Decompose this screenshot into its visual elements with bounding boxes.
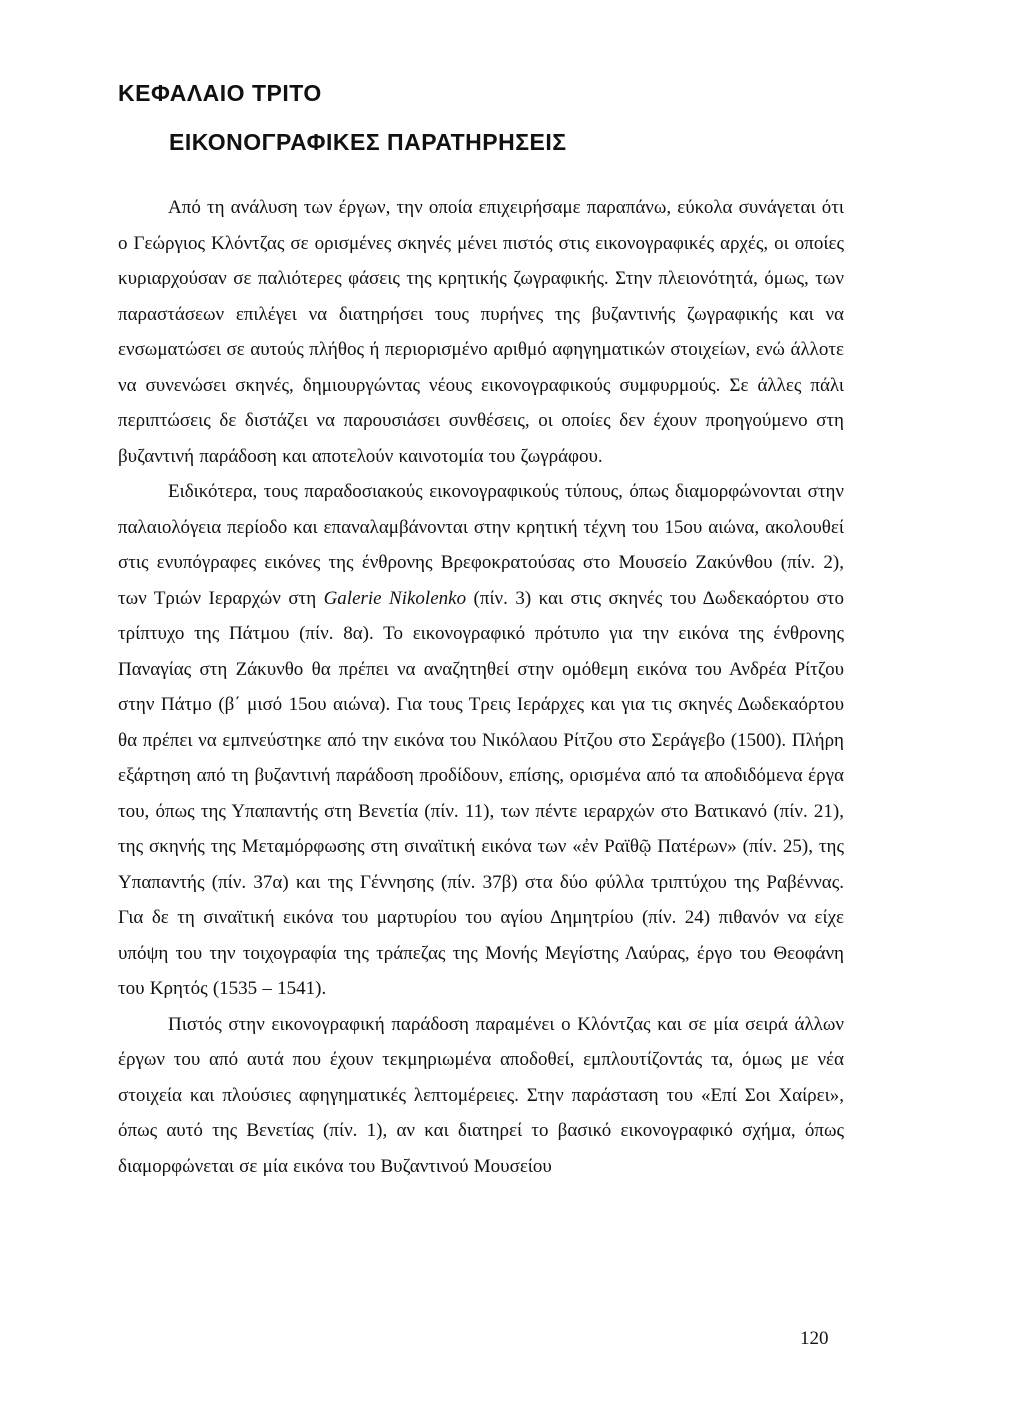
chapter-label: ΚΕΦΑΛΑΙΟ ΤΡΙΤΟ	[118, 80, 322, 106]
body-text	[118, 190, 844, 1184]
paragraph-2-part-2: (πίν. 3) και στις σκηνές του Δωδεκαόρτου στο τρίπτυχο της Πάτμου (πίν. 8α). Το εικονογραφικό πρότυπο για την εικόνα της ένθρονης Παναγίας στη Ζάκυνθο θα πρέπει να αναζητηθεί στην ομόθεμη εικόνα του Ανδρέα Ρίτζου στην Πάτμο (β΄ μισό 15ου αιώνα). Για τους Τρεις Ιεράρχες και για τις σκηνές Δωδεκαόρτου θα πρέπει να εμπνεύστηκε από την εικόνα του Νικόλαου Ρίτζου στο Σεράγεβο (1500). Πλήρη εξάρτηση από τη βυζαντινή παράδοση προδίδουν, επίσης, ορισμένα από τα αποδιδόμενα έργα του, όπως της Υπαπαντής στη Βενετία (πίν. 11), των πέντε ιεραρχών στο Βατικανό (πίν. 21), της σκηνής της Μεταμόρφωσης στη σιναϊτική εικόνα των «ἐν Ραϊθῷ Πατέρων» (πίν. 25), της Υπαπαντής (πίν. 37α) και της Γέννησης (πίν. 37β) στα δύο φύλλα τριπτύχου της Ραβέννας. Για δε τη σιναϊτική εικόνα του μαρτυρίου του αγίου Δημητρίου (πίν. 24) πιθανόν να είχε υπόψη του την τοιχογραφία της τράπεζας της Μονής Μεγίστης Λαύρας, έργο του Θεοφάνη του Κρητός (1535 – 1541).	[118, 587, 845, 999]
section-title: ΕΙΚΟΝΟΓΡΑΦΙΚΕΣ ΠΑΡΑΤΗΡΗΣΕΙΣ	[169, 129, 567, 155]
paragraph-3: Πιστός στην εικονογραφική παράδοση παραμένει ο Κλόντζας και σε μία σειρά άλλων έργων του από αυτά που έχουν τεκμηριωμένα αποδοθεί, εμπλουτίζοντάς τα, όμως με νέα στοιχεία και πλούσιες αφηγηματικές λεπτομέρειες. Στην παράσταση του «Επί Σοι Χαίρει», όπως αυτό της Βενετίας (πίν. 1), αν και διατηρεί το βασικό εικονογραφικό σχήμα, όπως διαμορφώνεται σε μία εικόνα του Βυζαντινού Μουσείου	[118, 1013, 844, 1177]
paragraph-2-italic: Galerie Nikolenko	[323, 587, 467, 609]
paragraph-2-part-1: Ειδικότερα, τους παραδοσιακούς εικονογραφικούς τύπους, όπως διαμορφώνονται στην παλαιολόγεια περίοδο και επαναλαμβάνονται στην κρητική τέχνη του 15ου αιώνα, ακολουθεί στις ενυπόγραφες εικόνες της ένθρονης Βρεφοκρατούσας στο Μουσείο Ζακύνθου (πίν. 2), των Τριών Ιεραρχών στη	[118, 481, 844, 609]
page-number: 120	[800, 1328, 829, 1349]
paragraph-2	[118, 474, 844, 1007]
paragraph-1: Από τη ανάλυση των έργων, την οποία επιχειρήσαμε παραπάνω, εύκολα συνάγεται ότι ο Γεώργιος Κλόντζας σε ορισμένες σκηνές μένει πιστός στις εικονογραφικές αρχές, οι οποίες κυριαρχούσαν σε παλιότερες φάσεις της κρητικής ζωγραφικής. Στην πλειονότητά, όμως, των παραστάσεων επιλέγει να διατηρήσει τους πυρήνες της βυζαντινής ζωγραφικής και να ενσωματώσει σε αυτούς πλήθος ή περιορισμένο αριθμό αφηγηματικών στοιχείων, ενώ άλλοτε να συνενώσει σκηνές, δημιουργώντας νέους εικονογραφικούς συμφυρμούς. Σε άλλες πάλι περιπτώσεις δε διστάζει να παρουσιάσει συνθέσεις, οι οποίες δεν έχουν προηγούμενο στη βυζαντινή παράδοση και αποτελούν καινοτομία του ζωγράφου.	[118, 197, 844, 467]
